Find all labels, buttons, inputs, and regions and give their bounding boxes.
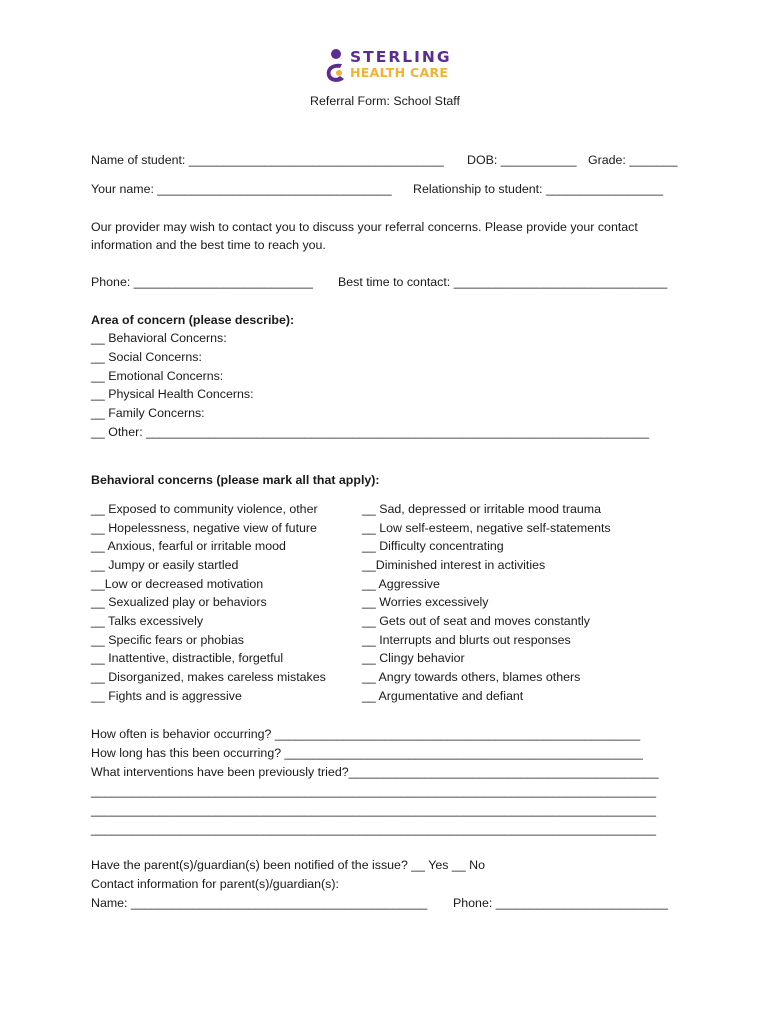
interventions-blank-line[interactable]: __________________________________________________________________________________ [91, 784, 657, 798]
behavior-item-right[interactable]: __ Argumentative and defiant [362, 689, 524, 703]
best-time-field[interactable]: Best time to contact: _______________________________ [338, 275, 668, 289]
logo-figure-icon [322, 48, 348, 84]
behavior-item-right[interactable]: __ Angry towards others, blames others [362, 670, 581, 684]
concern-emotional[interactable]: __ Emotional Concerns: [91, 369, 224, 383]
contact-intro-line2: information and the best time to reach you. [91, 238, 326, 252]
behavioral-concerns-heading: Behavioral concerns (please mark all that apply): [91, 473, 380, 487]
concern-social[interactable]: __ Social Concerns: [91, 350, 202, 364]
behavior-item-right[interactable]: __ Gets out of seat and moves constantly [362, 614, 590, 628]
parent-phone-field[interactable]: Phone: _________________________ [453, 896, 668, 910]
behavior-item-left[interactable]: __ Fights and is aggressive [91, 689, 242, 703]
behavior-item-left[interactable]: __ Talks excessively [91, 614, 204, 628]
logo-health-care-text: HEALTH CARE [350, 64, 449, 80]
concern-behavioral[interactable]: __ Behavioral Concerns: [91, 331, 227, 345]
contact-intro-line1: Our provider may wish to contact you to discuss your referral concerns. Please provide your contact [91, 220, 638, 234]
sterling-health-care-logo [322, 46, 452, 86]
behavior-item-right[interactable]: __Diminished interest in activities [362, 558, 546, 572]
your-name-field[interactable]: Your name: __________________________________ [91, 182, 392, 196]
behavior-item-right[interactable]: __ Sad, depressed or irritable mood trauma [362, 502, 601, 516]
student-name-field[interactable]: Name of student: _____________________________________ [91, 153, 444, 167]
behavior-item-left[interactable]: __ Inattentive, distractible, forgetful [91, 651, 284, 665]
area-of-concern-heading: Area of concern (please describe): [91, 313, 295, 327]
interventions-blank-line[interactable]: __________________________________________________________________________________ [91, 803, 657, 817]
parent-contact-label: Contact information for parent(s)/guardian(s): [91, 877, 339, 891]
behavior-item-right[interactable]: __ Low self-esteem, negative self-statements [362, 521, 611, 535]
behavior-item-left[interactable]: __ Sexualized play or behaviors [91, 595, 267, 609]
behavior-item-right[interactable]: __ Worries excessively [362, 595, 489, 609]
how-often-field[interactable]: How often is behavior occurring? _____________________________________________________ [91, 727, 641, 741]
how-long-field[interactable]: How long has this been occurring? ____________________________________________________ [91, 746, 643, 760]
phone-field[interactable]: Phone: __________________________ [91, 275, 313, 289]
behavior-item-left[interactable]: __ Hopelessness, negative view of future [91, 521, 317, 535]
concern-family[interactable]: __ Family Concerns: [91, 406, 205, 420]
behavior-item-right[interactable]: __ Difficulty concentrating [362, 539, 504, 553]
behavior-item-right[interactable]: __ Interrupts and blurts out responses [362, 633, 571, 647]
parent-notified-question[interactable]: Have the parent(s)/guardian(s) been notified of the issue? __ Yes __ No [91, 858, 486, 872]
interventions-field[interactable]: What interventions have been previously tried?_____________________________________________ [91, 765, 659, 779]
interventions-blank-line[interactable]: __________________________________________________________________________________ [91, 822, 657, 836]
relationship-field[interactable]: Relationship to student: _________________ [413, 182, 664, 196]
logo-sterling-text: STERLING [350, 48, 452, 66]
dob-field[interactable]: DOB: ___________ [467, 153, 577, 167]
behavior-item-left[interactable]: __ Specific fears or phobias [91, 633, 244, 647]
behavior-item-left[interactable]: __ Disorganized, makes careless mistakes [91, 670, 326, 684]
behavior-item-left[interactable]: __ Anxious, fearful or irritable mood [91, 539, 286, 553]
behavior-item-left[interactable]: __ Jumpy or easily startled [91, 558, 239, 572]
grade-field[interactable]: Grade: _______ [588, 153, 678, 167]
behavior-item-right[interactable]: __ Aggressive [362, 577, 440, 591]
concern-physical-health[interactable]: __ Physical Health Concerns: [91, 387, 254, 401]
parent-name-field[interactable]: Name: ___________________________________________ [91, 896, 428, 910]
behavior-item-left[interactable]: __ Exposed to community violence, other [91, 502, 318, 516]
form-title: Referral Form: School Staff [310, 94, 460, 108]
concern-other[interactable]: __ Other: _________________________________________________________________________ [91, 425, 650, 439]
behavior-item-right[interactable]: __ Clingy behavior [362, 651, 465, 665]
behavior-item-left[interactable]: __Low or decreased motivation [91, 577, 264, 591]
